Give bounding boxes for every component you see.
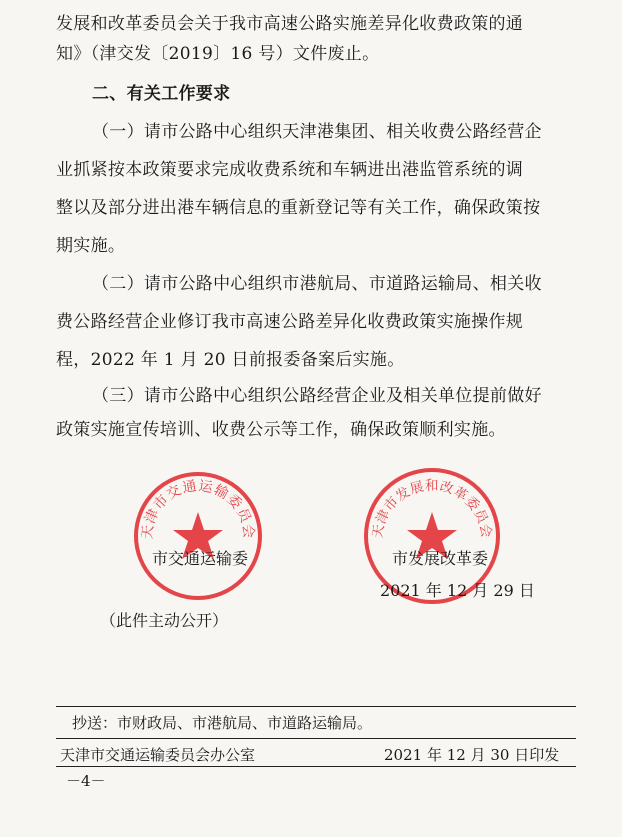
page-number: －4－: [66, 772, 106, 790]
left-official-seal: [132, 470, 264, 602]
divider: [56, 738, 576, 739]
body-line: （一）请市公路中心组织天津港集团、相关收费公路经营企: [92, 122, 542, 142]
divider: [56, 706, 576, 707]
body-line: 整以及部分进出港车辆信息的重新登记等有关工作，确保政策按: [56, 198, 541, 218]
body-line: （三）请市公路中心组织公路经营企业及相关单位提前做好: [92, 386, 542, 406]
issuing-office: 天津市交通运输委员会办公室: [60, 746, 256, 764]
print-date: 2021 年 12 月 30 日印发: [384, 746, 560, 764]
body-line: 程，2022 年 1 月 20 日前报委备案后实施。: [56, 350, 405, 370]
body-line: 政策实施宣传培训、收费公示等工作，确保政策顺利实施。: [56, 420, 506, 440]
section-heading: 二、有关工作要求: [92, 84, 231, 104]
left-seal-text: 天津市交通运输委员会: [139, 478, 257, 540]
right-seal-text: 天津市发展和改革委员会: [369, 478, 495, 540]
body-line: 发展和改革委员会关于我市高速公路实施差异化收费政策的通: [56, 14, 524, 34]
right-signatory: 市发展改革委: [392, 549, 489, 568]
left-signatory: 市交通运输委: [152, 549, 249, 568]
cc-line: 抄送：市财政局、市港航局、市道路运输局。: [72, 714, 373, 732]
body-line: （二）请市公路中心组织市港航局、市道路运输局、相关收: [92, 274, 542, 294]
public-note: （此件主动公开）: [100, 611, 229, 630]
body-line: 知》（津交发〔2019〕16 号）文件废止。: [56, 44, 380, 64]
divider: [56, 766, 576, 767]
body-line: 费公路经营企业修订我市高速公路差异化收费政策实施操作规: [56, 312, 524, 332]
signature-date: 2021 年 12 月 29 日: [380, 581, 535, 600]
body-line: 期实施。: [56, 236, 126, 256]
body-line: 业抓紧按本政策要求完成收费系统和车辆进出港监管系统的调: [56, 160, 524, 180]
